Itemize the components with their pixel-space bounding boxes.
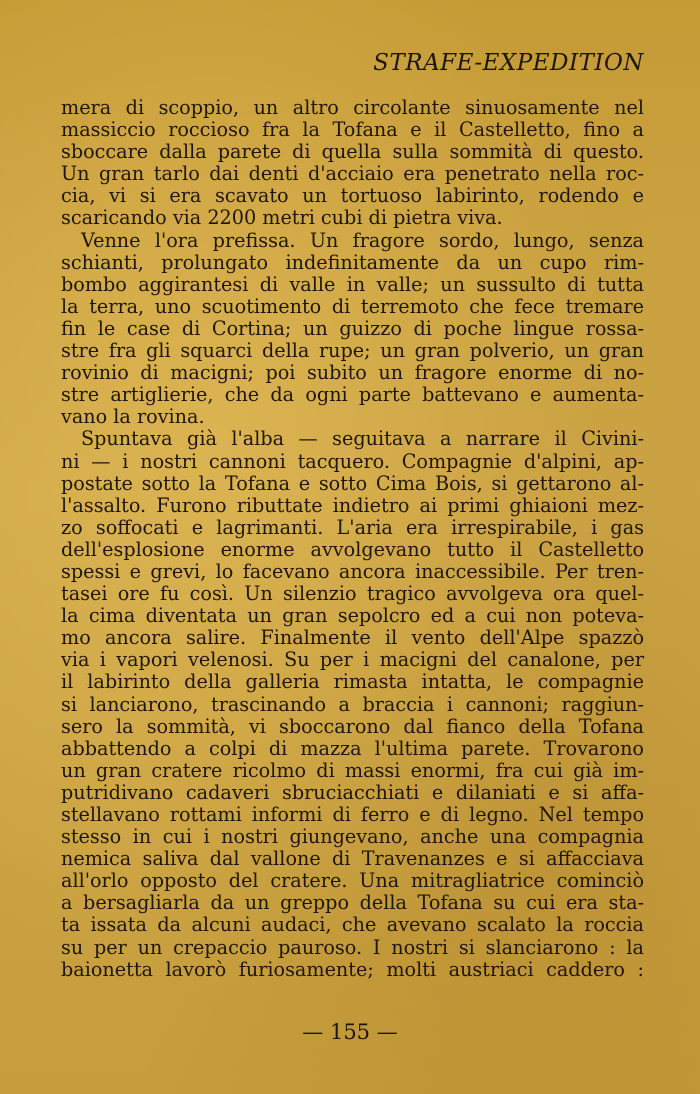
text-line: bombo aggirantesi di valle in valle; un sussulto di tutta xyxy=(61,272,644,296)
page-number: — 155 — xyxy=(302,1020,398,1044)
text-line: sero la sommità, vi sboccarono dal fianco della Tofana xyxy=(61,714,644,738)
text-line: a bersagliarla da un greppo della Tofana su cui era sta- xyxy=(61,891,644,915)
text-line: mera di scoppio, un altro circolante sinuosamente nel xyxy=(61,96,644,119)
text-line: stre fra gli squarci della rupe; un gran polverio, un gran xyxy=(61,339,644,363)
text-line: fin le case di Cortina; un guizzo di poche lingue rossa- xyxy=(61,316,644,340)
text-line: cia, vi si era scavato un tortuoso labirinto, rodendo e xyxy=(61,184,644,208)
text-line: il labirinto della galleria rimasta intatta, le compagnie xyxy=(61,670,644,694)
text-line: dell'esplosione enorme avvolgevano tutto il Castelletto xyxy=(61,537,644,561)
text-line: zo soffocati e lagrimanti. L'aria era irrespirabile, i gas xyxy=(61,515,644,539)
text-line: abbattendo a colpi di mazza l'ultima parete. Trovarono xyxy=(61,736,644,760)
text-line: nemica saliva dal vallone di Travenanzes e si affacciava xyxy=(61,847,644,871)
text-line: su per un crepaccio pauroso. I nostri si slanciarono : la xyxy=(61,935,644,959)
text-line: ni — i nostri cannoni tacquero. Compagnie d'alpini, ap- xyxy=(61,449,644,473)
text-line: mo ancora salire. Finalmente il vento dell'Alpe spazzò xyxy=(61,626,644,650)
paragraph xyxy=(61,428,644,980)
text-line: l'assalto. Furono ributtate indietro ai primi ghiaioni mez- xyxy=(61,493,644,517)
text-line: putridivano cadaveri sbruciacchiati e dilaniati e si affa- xyxy=(61,780,644,804)
text-line: schianti, prolungato indefinitamente da un cupo rim- xyxy=(61,250,644,274)
text-line: Spuntava già l'alba — seguitava a narrare il Civini- xyxy=(81,427,644,451)
text-line: spessi e grevi, lo facevano ancora inaccessibile. Per tren- xyxy=(61,559,644,583)
text-line: stesso in cui i nostri giungevano, anche una compagnia xyxy=(61,825,644,849)
text-line: stellavano rottami informi di ferro e di legno. Nel tempo xyxy=(61,803,644,826)
text-line: via i vapori velenosi. Su per i macigni del canalone, per xyxy=(61,648,644,672)
paragraph xyxy=(61,97,644,230)
text-line: tasei ore fu così. Un silenzio tragico avvolgeva ora quel- xyxy=(61,582,644,606)
text-line: all'orlo opposto del cratere. Una mitragliatrice cominciò xyxy=(61,869,644,893)
text-line: vano la rovina. xyxy=(61,405,205,429)
text-line: rovinio di macigni; poi subito un fragore enorme di no- xyxy=(61,361,644,385)
text-line: ta issata da alcuni audaci, che avevano scalato la roccia xyxy=(61,913,644,937)
text-line: massiccio roccioso fra la Tofana e il Castelletto, fino a xyxy=(61,118,644,142)
text-line: scaricando via 2200 metri cubi di pietra viva. xyxy=(61,206,503,230)
text-line: sboccare dalla parete di quella sulla sommità di questo. xyxy=(61,140,644,164)
text-line: Un gran tarlo dai denti d'acciaio era penetrato nella roc- xyxy=(61,162,644,186)
text-line: stre artiglierie, che da ogni parte battevano e aumenta- xyxy=(61,383,644,407)
text-line: postate sotto la Tofana e sotto Cima Bois, si gettarono al- xyxy=(61,471,644,495)
text-line: la terra, uno scuotimento di terremoto che fece tremare xyxy=(61,294,644,318)
body-text xyxy=(61,97,644,981)
text-line: baionetta lavorò furiosamente; molti austriaci caddero : xyxy=(61,957,644,981)
text-line: un gran cratere ricolmo di massi enormi, fra cui già im- xyxy=(61,758,644,782)
text-line: si lanciarono, trascinando a braccia i cannoni; raggiun- xyxy=(61,692,644,716)
paragraph xyxy=(61,230,644,429)
running-head: STRAFE-EXPEDITION xyxy=(373,50,644,76)
text-line: la cima diventata un gran sepolcro ed a cui non poteva- xyxy=(61,604,644,628)
text-line: Venne l'ora prefissa. Un fragore sordo, lungo, senza xyxy=(81,228,644,252)
